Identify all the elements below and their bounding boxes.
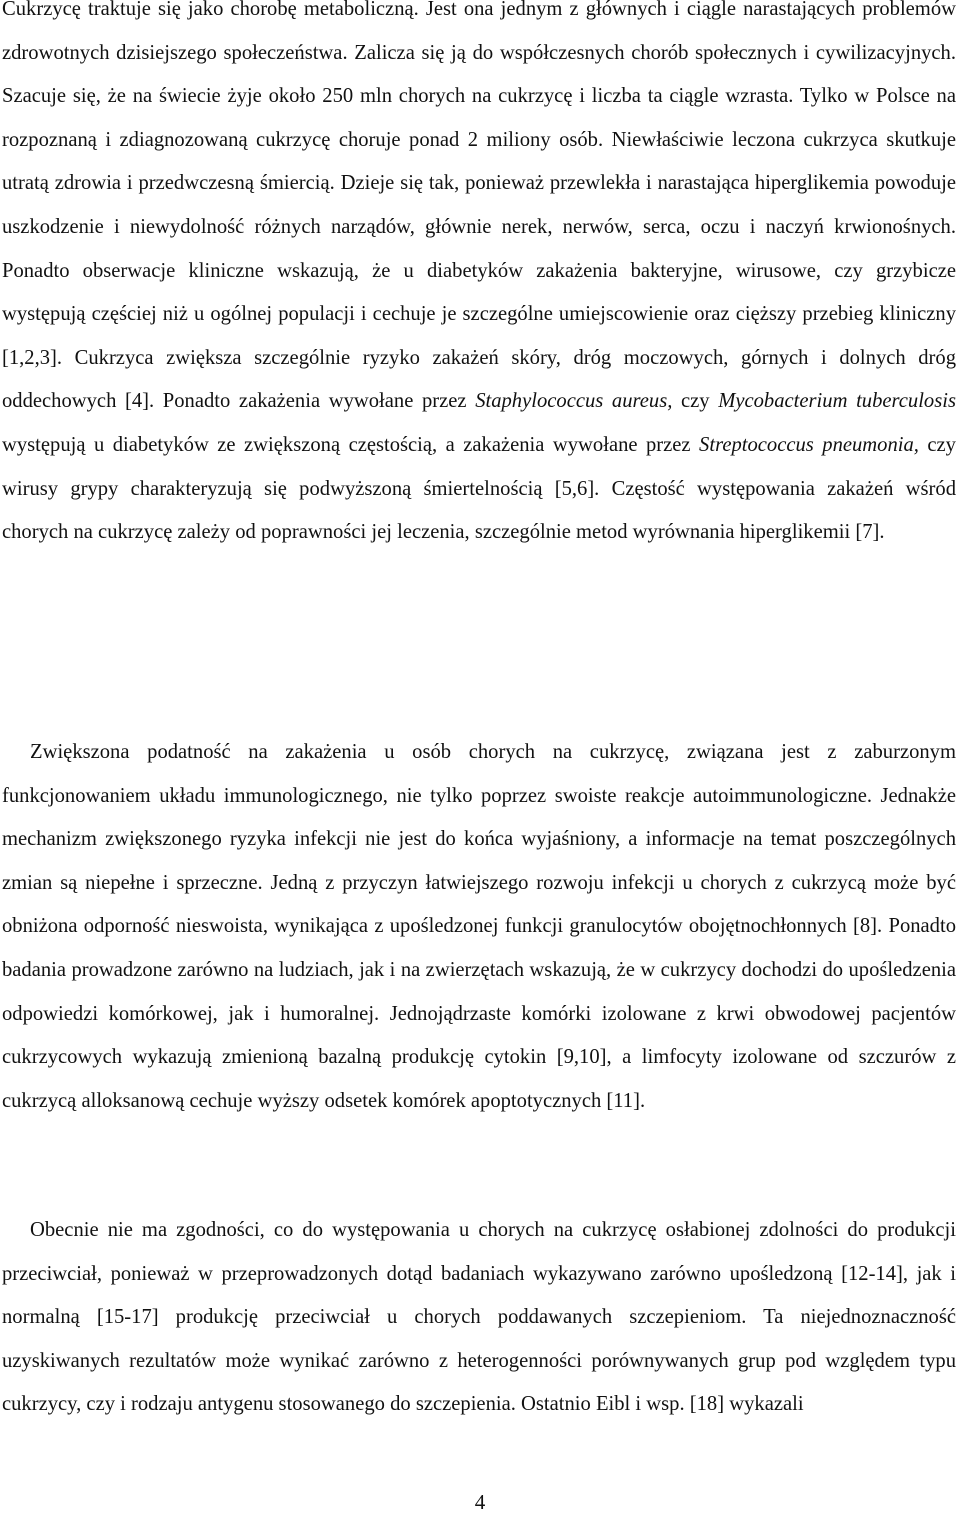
paragraph-2-text: Zwiększona podatność na zakażenia u osób chorych na cukrzycę, związana jest z zaburzonym funkcjonowaniem układu immunologicznego, nie tylko poprzez swoiste reakcje autoimmunologiczne. Jednakże mechanizm zwiększonego ryzyka infekcji nie jest do końca wyjaśniony, a informacje na temat poszczególnych zmian są niepełne i sprzeczne. Jedną z przyczyn łatwiejszego rozwoju infekcji u chorych z cukrzycą może być obniżona odporność nieswoista, wynikająca z upośledzonej funkcji granulocytów obojętnochłonnych [8]. Ponadto badania prowadzone zarówno na ludziach, jak i na zwierzętach wskazują, że w cukrzycy dochodzi do upośledzenia odpowiedzi komórkowej, jak i humoralnej. Jednojądrzaste komórki izolowane z krwi obwodowej pacjentów cukrzycowych wykazują zmienioną bazalną produkcję cytokin [9,10], a limfocyty izolowane od szczurów z cukrzycą alloksanową cechuje wyższy odsetek komórek apoptotycznych [11].: [2, 741, 956, 1112]
paragraph-3: [2, 1209, 956, 1427]
paragraph-1-text-2: czy: [672, 390, 719, 413]
paragraph-1-text-3: występują u diabetyków ze zwiększoną częstością, a zakażenia wywołane przez: [2, 433, 700, 456]
paragraph-2: [2, 731, 956, 1123]
page-number: 4: [474, 1490, 486, 1514]
paragraph-1: [2, 0, 956, 555]
paragraph-1-italic-staphylococcus: Staphylococcus aureus,: [475, 390, 673, 413]
paragraph-1-italic-mycobacterium: Mycobacterium tuberculosis: [718, 390, 956, 413]
paragraph-1-text-1: Cukrzycę traktuje się jako chorobę metaboliczną. Jest ona jednym z głównych i ciągle narastających problemów zdrowotnych dzisiejszego społeczeństwa. Zalicza się ją do współczesnych chorób społecznych i cywilizacyjnych. Szacuje się, że na świecie żyje około 250 mln chorych na cukrzycę i liczba ta ciągle wzrasta. Tylko w Polsce na rozpoznaną i zdiagnozowaną cukrzycę choruje ponad 2 miliony osób. Niewłaściwie leczona cukrzyca skutkuje utratą zdrowia i przedwczesną śmiercią. Dzieje się tak, ponieważ przewlekła i narastająca hiperglikemia powoduje uszkodzenie i niewydolność różnych narządów, głównie nerek, nerwów, serca, oczu i naczyń krwionośnych. Ponadto obserwacje kliniczne wskazują, że u diabetyków zakażenia bakteryjne, wirusowe, czy grzybicze występują częściej niż u ogólnej populacji i cechuje je szczególne umiejscowienie oraz cięższy przebieg kliniczny [1,2,3]. Cukrzyca zwiększa szczególnie ryzyko zakażeń skóry, dróg moczowych, górnych i dolnych dróg oddechowych [4]. Ponadto zakażenia wywołane przez: [2, 0, 956, 413]
paragraph-3-text: Obecnie nie ma zgodności, co do występowania u chorych na cukrzycę osłabionej zdolności do produkcji przeciwciał, ponieważ w przeprowadzonych dotąd badaniach wykazywano zarówno upośledzoną [12-14], jak i normalną [15-17] produkcję przeciwciał u chorych poddawanych szczepieniom. Ta niejednoznaczność uzyskiwanych rezultatów może wynikać zarówno z heterogenności porównywanych grup pod względem typu cukrzycy, czy i rodzaju antygenu stosowanego do szczepienia. Ostatnio Eibl i wsp. [18] wykazali: [2, 1219, 956, 1416]
paragraph-1-italic-streptococcus: Streptococcus pneumonia,: [699, 433, 919, 456]
paragraph-1-text-4: czy wirusy grypy charakteryzują się podwyższoną śmiertelnością [5,6]. Częstość występowania zakażeń wśród chorych na cukrzycę zależy od poprawności jej leczenia, szczególnie metod wyrównania hiperglikemii [7].: [2, 433, 956, 544]
